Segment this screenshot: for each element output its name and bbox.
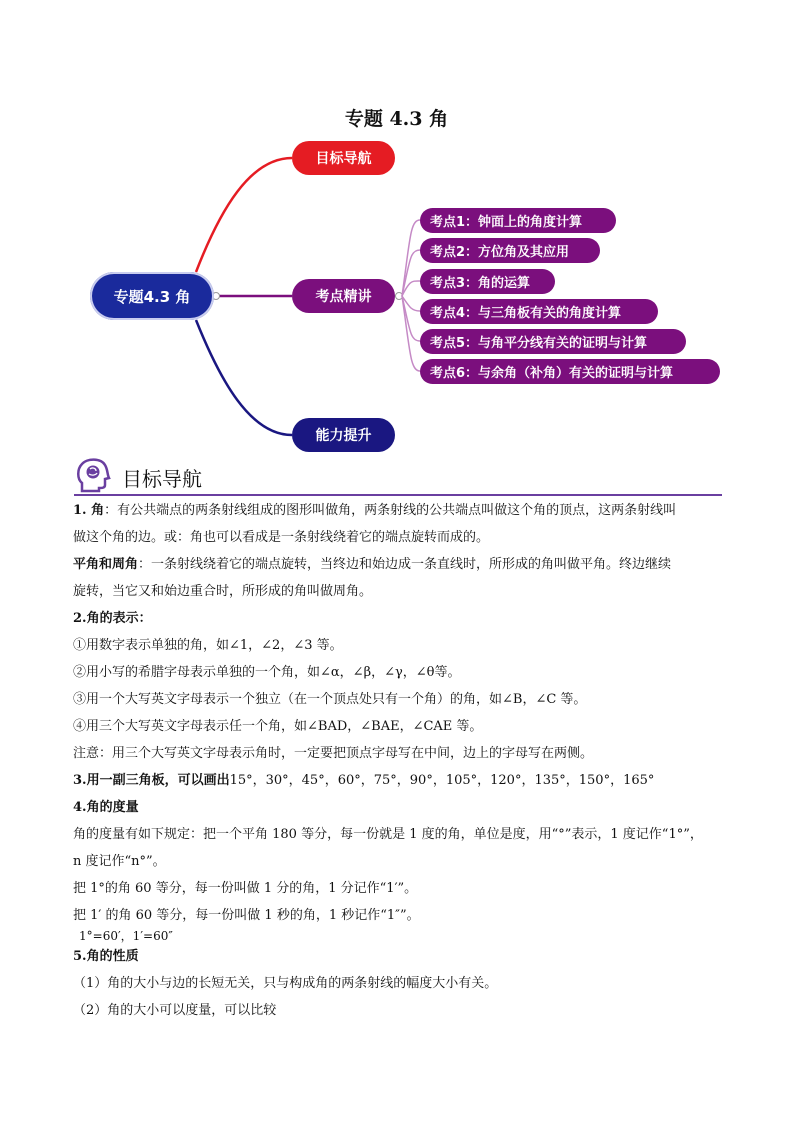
section-heading: 目标导航 [122, 467, 202, 491]
exam-point-4: 考点4：与三角板有关的角度计算 [420, 299, 658, 324]
property-item-2: （2）角的大小可以度量，可以比较 [73, 1003, 277, 1018]
paragraph-straight-round-angle-cont: 旋转，当它又和始边重合时，所形成的角叫做周角。 [73, 584, 373, 599]
mindmap-root: 专题4.3 角 [90, 272, 214, 320]
exam-junction [396, 293, 403, 300]
paragraph-second: 把 1′ 的角 60 等分，每一份叫做 1 秒的角，1 秒记作“1″”。 [73, 908, 420, 923]
connector-ability [196, 320, 292, 435]
notation-note: 注意：用三个大写英文字母表示角时，一定要把顶点字母写在中间，边上的字母写在两侧。 [73, 746, 594, 761]
paragraph-degree: 角的度量有如下规定：把一个平角 180 等分，每一份就是 1 度的角，单位是度，用“°”表示，1 度记作“1°”， [73, 827, 703, 842]
notation-item-4: ④用三个大写英文字母表示任一个角，如∠BAD，∠BAE，∠CAE 等。 [73, 719, 483, 734]
mindmap-branch-goal: 目标导航 [292, 141, 395, 175]
content-body [73, 497, 723, 1024]
paragraph-straight-round-angle: 平角和周角：一条射线绕着它的端点旋转，当终边和始边成一条直线时，所形成的角叫做平角。终边继续 [73, 557, 672, 572]
brain-head-icon [74, 455, 114, 495]
paragraph-conversion: 1°=60′，1′=60″ [79, 929, 173, 943]
notation-item-2: ②用小写的希腊字母表示单独的一个角，如∠α，∠β，∠γ，∠θ等。 [73, 665, 461, 680]
notation-item-3: ③用一个大写英文字母表示一个独立（在一个顶点处只有一个角）的角，如∠B，∠C 等。 [73, 692, 587, 707]
heading-angle-measure: 4.角的度量 [73, 800, 139, 815]
paragraph-angle-def: 1. 角：有公共端点的两条射线组成的图形叫做角，两条射线的公共端点叫做这个角的顶点，这两条射线叫 [73, 503, 677, 518]
paragraph-degree-cont: n 度记作“n°”。 [73, 854, 166, 869]
exam-point-1: 考点1：钟面上的角度计算 [420, 208, 616, 233]
property-item-1: （1）角的大小与边的长短无关，只与构成角的两条射线的幅度大小有关。 [73, 976, 498, 991]
section-header [74, 455, 722, 495]
exam-point-6: 考点6：与余角（补角）有关的证明与计算 [420, 359, 720, 384]
notation-item-1: ①用数字表示单独的角，如∠1，∠2，∠3 等。 [73, 638, 343, 653]
heading-angle-properties: 5.角的性质 [73, 949, 139, 964]
mindmap-branch-exam: 考点精讲 [292, 279, 395, 313]
exam-point-5: 考点5：与角平分线有关的证明与计算 [420, 329, 686, 354]
paragraph-angle-def-cont: 做这个角的边。或：角也可以看成是一条射线绕着它的端点旋转而成的。 [73, 530, 490, 545]
heading-angle-notation: 2.角的表示： [73, 611, 152, 626]
page-title: 专题 4.3 角 [344, 108, 449, 130]
exam-point-2: 考点2：方位角及其应用 [420, 238, 600, 263]
mindmap-branch-ability: 能力提升 [292, 418, 395, 452]
paragraph-minute: 把 1°的角 60 等分，每一份叫做 1 分的角，1 分记作“1′”。 [73, 881, 418, 896]
connector-goal [196, 158, 292, 272]
section-divider [74, 494, 722, 496]
subtopic-connectors [402, 220, 420, 371]
exam-point-3: 考点3：角的运算 [420, 269, 555, 294]
paragraph-set-square: 3.用一副三角板，可以画出15°，30°，45°，60°，75°，90°，105°，120°，135°，150°，165° [73, 773, 655, 788]
